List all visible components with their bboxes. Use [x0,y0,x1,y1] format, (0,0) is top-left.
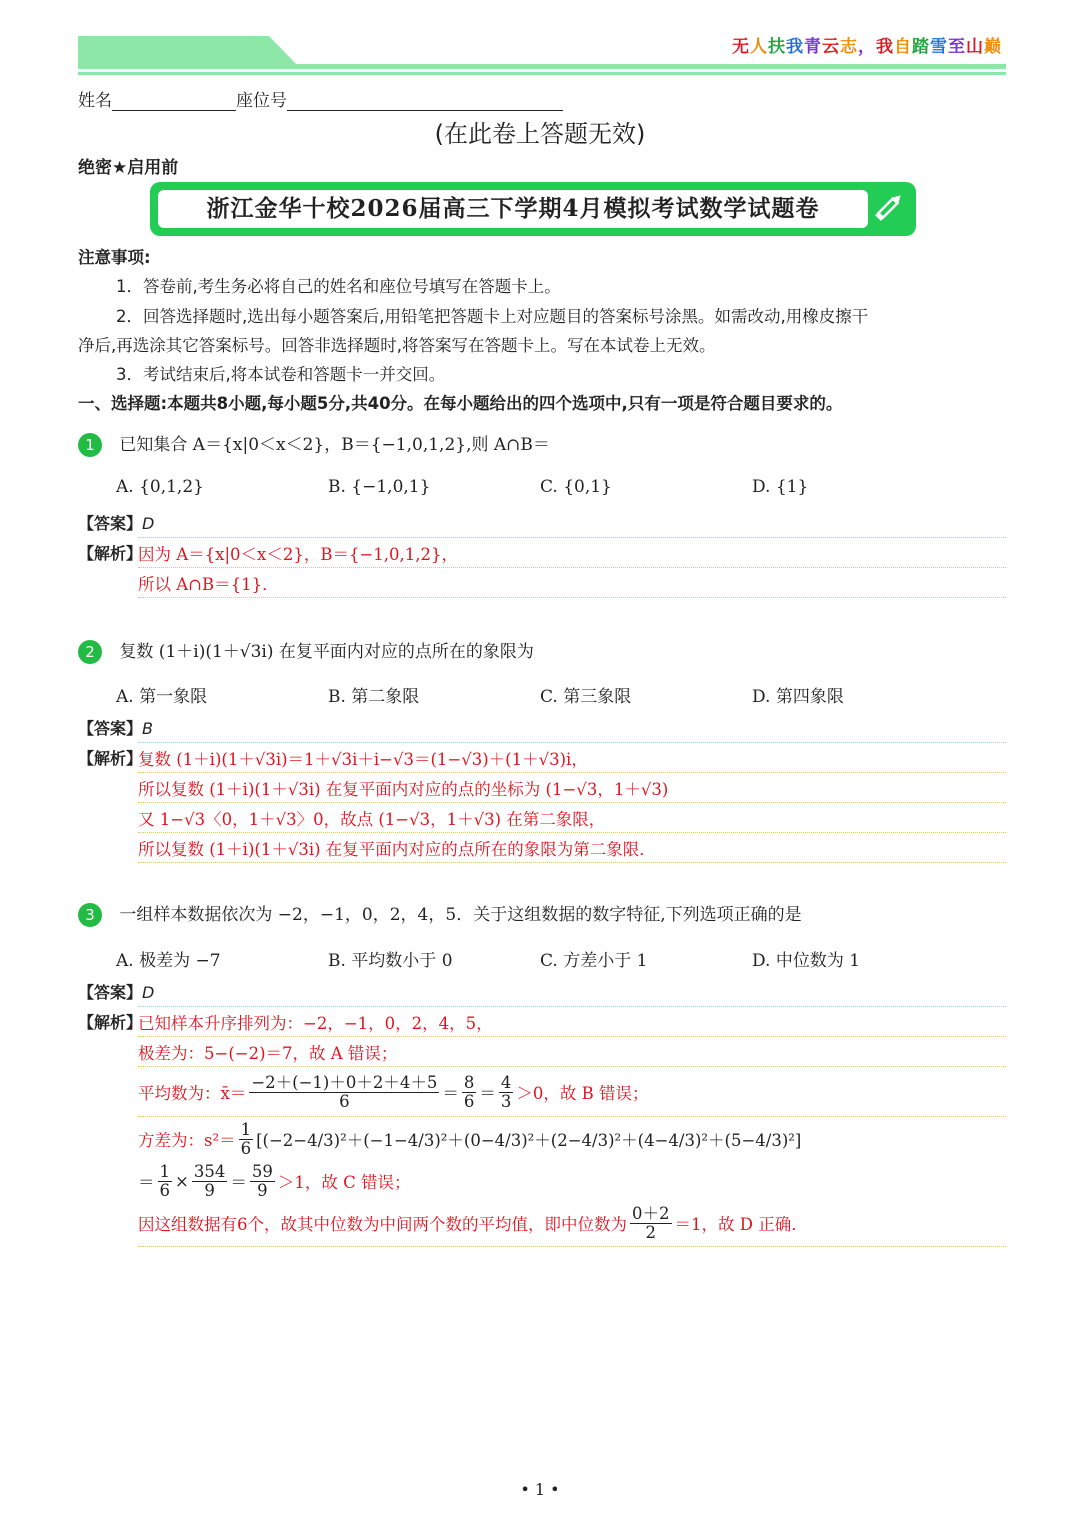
motto-char: 山 [966,37,984,57]
numerator: 8 [463,1073,475,1093]
fraction [462,1074,477,1110]
instruction-item-1: 1．答卷前,考生务必将自己的姓名和座位号填写在答题卡上。 [116,277,561,296]
instruction-item-2: 2．回答选择题时,选出每小题答案后,用铅笔把答题卡上对应题目的答案标号涂黑。如需改动,用橡皮擦干 [116,307,869,326]
divider [138,802,1006,803]
equals: ＝ [442,1084,459,1103]
option-b: B. {−1,0,1} [328,477,431,497]
divider [138,862,1006,863]
question-number: 1 [78,433,102,457]
numerator: 0＋2 [632,1204,670,1224]
answer-row [78,716,153,739]
pencil-icon [872,188,908,224]
question-stem: 一组样本数据依次为 −2，−1，0，2，4，5．关于这组数据的数字特征,下列选项正确的是 [119,905,802,925]
fraction [158,1163,173,1199]
answer-row [78,511,154,534]
denominator: 3 [500,1091,512,1111]
fraction [192,1163,228,1199]
numerator: 354 [193,1162,226,1182]
variance-conclusion: ＞1，故 C 错误； [277,1173,411,1192]
motto-char: 雪 [930,37,948,57]
question-stem: 复数 (1＋i)(1＋√3i) 在复平面内对应的点所在的象限为 [119,642,534,662]
option-b: B. 第二象限 [328,687,420,707]
answer-label: 【答案】 [78,719,143,738]
analysis-line: 又 1−√3〈0，1＋√3〉0，故点 (1−√3，1＋√3) 在第二象限， [138,810,606,829]
analysis-line-variance [138,1118,801,1160]
equals: ＝ [230,1173,247,1192]
question-3 [78,900,802,927]
denominator: 6 [159,1180,170,1200]
motto-char: 巅 [984,37,1002,57]
divider [138,742,1006,743]
divider [138,1246,1006,1247]
motto-char: 云 [822,37,840,57]
page-number: • 1 • [520,1480,560,1499]
motto-char: 扶 [768,37,786,57]
answer-label: 【答案】 [78,514,143,533]
question-1 [78,430,550,457]
divider [138,1036,1006,1037]
instructions-heading: 注意事项: [78,248,151,267]
equals: ＝ [138,1173,155,1192]
divider [138,1006,1006,1007]
name-label: 姓名 [78,91,112,111]
mean-prefix: 平均数为：x̄＝ [138,1084,247,1103]
option-c: C. {0,1} [540,477,612,497]
option-d: D. {1} [752,477,809,497]
divider [138,832,1006,833]
analysis-label: 【解析】 [78,749,143,768]
instruction-item-3: 3．考试结束后,将本试卷和答题卡一并交回。 [116,365,446,384]
motto-char: 踏 [912,37,930,57]
numerator: 1 [159,1162,170,1182]
option-d: D. 中位数为 1 [752,951,861,971]
median-fraction [630,1205,672,1241]
header-motto [732,32,1002,57]
motto-char: 志 [840,37,858,57]
question-number: 3 [78,903,102,927]
option-d: D. 第四象限 [752,687,844,707]
divider [138,597,1006,598]
option-c: C. 方差小于 1 [540,951,648,971]
option-a: A. 第一象限 [116,687,208,707]
name-blank [112,92,236,111]
divider [138,772,1006,773]
option-a: A. {0,1,2} [116,477,204,497]
secret-mark: 绝密★启用前 [78,158,179,178]
header-rule [78,64,1006,69]
header-rule-thin [78,72,1006,75]
option-c: C. 第三象限 [540,687,632,707]
analysis-line: 所以复数 (1＋i)(1＋√3i) 在复平面内对应的点的坐标为 (1−√3，1＋√3) [138,780,669,799]
section-heading: 一、选择题:本题共8小题,每小题5分,共40分。在每小题给出的四个选项中,只有一项是符合题目要求的。 [78,394,843,413]
median-prefix: 因这组数据有6个，故其中位数为中间两个数的平均值，即中位数为 [138,1215,627,1234]
motto-char: 无 [732,37,750,57]
analysis-label: 【解析】 [78,1013,143,1032]
question-number: 2 [78,640,102,664]
instruction-item-2-cont: 净后,再选涂其它答案标号。回答非选择题时,将答案写在答题卡上。写在本试卷上无效。 [78,336,716,355]
analysis-line: 因为 A＝{x|0＜x＜2}，B＝{−1,0,1,2}， [138,545,458,564]
analysis-line: 极差为：5−(−2)＝7，故 A 错误； [138,1044,398,1063]
divider [138,1116,1006,1117]
option-a: A. 极差为 −7 [116,951,221,971]
mean-fraction [249,1074,439,1110]
analysis-line: 所以 A∩B＝{1}． [138,575,279,594]
mean-denominator: 6 [339,1091,350,1111]
analysis-line-median [138,1202,808,1244]
analysis-line-variance-result [138,1160,410,1202]
answer-label: 【答案】 [78,983,143,1002]
analysis-line: 复数 (1＋i)(1＋√3i)＝1＋√3i＋i−√3＝(1−√3)＋(1＋√3)i， [138,750,588,769]
option-b: B. 平均数小于 0 [328,951,453,971]
motto-char: 我 [786,37,804,57]
divider [138,537,1006,538]
analysis-line: 已知样本升序排列为：−2，−1，0，2，4，5， [138,1014,493,1033]
denominator: 6 [240,1138,252,1158]
numerator: 59 [251,1162,273,1182]
answer-value: D [142,983,155,1002]
denominator: 9 [257,1180,268,1200]
seat-blank [287,92,563,111]
answer-value: D [142,514,155,533]
motto-char: 人 [750,37,768,57]
fraction [250,1163,275,1199]
analysis-line-mean [138,1070,648,1114]
invalid-notice: (在此卷上答题无效) [434,120,646,148]
exam-title: 浙江金华十校2026届高三下学期4月模拟考试数学试题卷 [206,195,820,222]
median-conclusion: ＝1，故 D 正确． [674,1215,808,1234]
equals: ＝ [479,1084,496,1103]
question-stem: 已知集合 A＝{x|0＜x＜2}，B＝{−1,0,1,2},则 A∩B＝ [119,435,550,455]
divider [138,1066,1006,1067]
analysis-line: 所以复数 (1＋i)(1＋√3i) 在复平面内对应的点所在的象限为第二象限． [138,840,656,859]
answer-row [78,980,154,1003]
fraction [499,1074,514,1110]
analysis-label: 【解析】 [78,544,143,563]
times: × [175,1171,189,1191]
denominator: 6 [463,1091,475,1111]
numerator: 1 [240,1120,252,1140]
motto-char: 自 [894,37,912,57]
mean-numerator: −2＋(−1)＋0＋2＋4＋5 [251,1073,438,1093]
motto-char: ， [858,37,876,57]
variance-prefix: 方差为：s²＝ [138,1131,236,1150]
question-2 [78,637,534,664]
motto-char: 至 [948,37,966,57]
name-seat-field [78,86,563,111]
seat-label: 座位号 [236,91,287,111]
divider [138,567,1006,568]
motto-char: 青 [804,37,822,57]
numerator: 4 [500,1073,512,1093]
motto-char: 我 [876,37,894,57]
mean-conclusion: ＞0，故 B 错误； [516,1084,649,1103]
denominator: 9 [204,1180,215,1200]
answer-value: B [142,719,153,738]
denominator: 2 [645,1222,656,1242]
variance-expression: [(−2−4/3)²＋(−1−4/3)²＋(0−4/3)²＋(2−4/3)²＋(4−4/3)²＋(5−4/3)²] [256,1131,802,1150]
fraction [239,1121,254,1157]
